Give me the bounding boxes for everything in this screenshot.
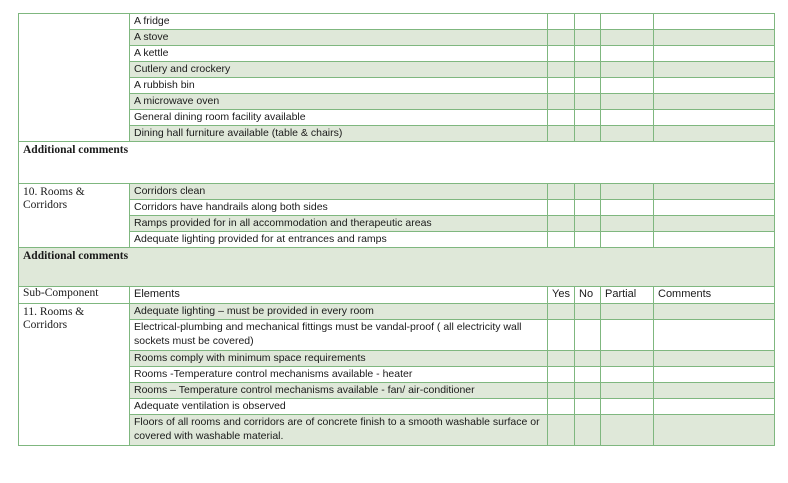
partial-cell[interactable]: [601, 216, 654, 232]
table-header-row: [19, 287, 775, 304]
comments-cell[interactable]: [654, 200, 775, 216]
partial-cell[interactable]: [601, 399, 654, 415]
header-yes: Yes: [548, 287, 575, 304]
table-row: [19, 110, 775, 126]
element-cell: Floors of all rooms and corridors are of concrete finish to a smooth washable surface or covered with washable material.: [130, 415, 548, 446]
no-cell[interactable]: [575, 320, 601, 351]
element-cell: Ramps provided for in all accommodation and therapeutic areas: [130, 216, 548, 232]
no-cell[interactable]: [575, 351, 601, 367]
table-row: [19, 126, 775, 142]
yes-cell[interactable]: [548, 46, 575, 62]
comments-cell[interactable]: [654, 30, 775, 46]
additional-comments-row[interactable]: [19, 248, 775, 287]
no-cell[interactable]: [575, 126, 601, 142]
partial-cell[interactable]: [601, 351, 654, 367]
no-cell[interactable]: [575, 367, 601, 383]
comments-cell[interactable]: [654, 184, 775, 200]
comments-cell[interactable]: [654, 216, 775, 232]
table-row: [19, 367, 775, 383]
element-cell: A kettle: [130, 46, 548, 62]
element-cell: Cutlery and crockery: [130, 62, 548, 78]
yes-cell[interactable]: [548, 184, 575, 200]
no-cell[interactable]: [575, 62, 601, 78]
table-row: [19, 320, 775, 351]
yes-cell[interactable]: [548, 367, 575, 383]
yes-cell[interactable]: [548, 78, 575, 94]
no-cell[interactable]: [575, 94, 601, 110]
element-cell: Adequate lighting provided for at entrances and ramps: [130, 232, 548, 248]
comments-cell[interactable]: [654, 304, 775, 320]
partial-cell[interactable]: [601, 367, 654, 383]
element-cell: A rubbish bin: [130, 78, 548, 94]
partial-cell[interactable]: [601, 184, 654, 200]
header-sub-component: Sub-Component: [19, 287, 130, 304]
partial-cell[interactable]: [601, 200, 654, 216]
comments-cell[interactable]: [654, 415, 775, 446]
header-no: No: [575, 287, 601, 304]
element-cell: Rooms comply with minimum space requirements: [130, 351, 548, 367]
partial-cell[interactable]: [601, 126, 654, 142]
comments-cell[interactable]: [654, 232, 775, 248]
yes-cell[interactable]: [548, 200, 575, 216]
comments-cell[interactable]: [654, 62, 775, 78]
element-cell: Electrical-plumbing and mechanical fittings must be vandal-proof ( all electricity wall sockets must be covered): [130, 320, 548, 351]
no-cell[interactable]: [575, 304, 601, 320]
partial-cell[interactable]: [601, 320, 654, 351]
comments-cell[interactable]: [654, 94, 775, 110]
partial-cell[interactable]: [601, 94, 654, 110]
sub-component-cell: [19, 14, 130, 142]
table-row: [19, 94, 775, 110]
partial-cell[interactable]: [601, 232, 654, 248]
comments-cell[interactable]: [654, 110, 775, 126]
comments-cell[interactable]: [654, 320, 775, 351]
yes-cell[interactable]: [548, 94, 575, 110]
comments-cell[interactable]: [654, 351, 775, 367]
table-row: [19, 383, 775, 399]
comments-cell[interactable]: [654, 126, 775, 142]
partial-cell[interactable]: [601, 304, 654, 320]
partial-cell[interactable]: [601, 383, 654, 399]
comments-cell[interactable]: [654, 46, 775, 62]
checklist-table: [18, 13, 775, 446]
table-row: [19, 399, 775, 415]
yes-cell[interactable]: [548, 62, 575, 78]
no-cell[interactable]: [575, 200, 601, 216]
table-row: [19, 46, 775, 62]
yes-cell[interactable]: [548, 216, 575, 232]
table-row: [19, 304, 775, 320]
additional-comments-label: Additional comments: [19, 142, 775, 184]
element-cell: Rooms -Temperature control mechanisms available - heater: [130, 367, 548, 383]
table-row: [19, 62, 775, 78]
partial-cell[interactable]: [601, 62, 654, 78]
no-cell[interactable]: [575, 383, 601, 399]
comments-cell[interactable]: [654, 383, 775, 399]
partial-cell[interactable]: [601, 415, 654, 446]
no-cell[interactable]: [575, 415, 601, 446]
element-cell: A microwave oven: [130, 94, 548, 110]
comments-cell[interactable]: [654, 399, 775, 415]
table-row: [19, 415, 775, 446]
comments-cell[interactable]: [654, 78, 775, 94]
sub-component-title: 11. Rooms & Corridors: [19, 304, 130, 446]
no-cell[interactable]: [575, 399, 601, 415]
table-row: [19, 14, 775, 30]
no-cell[interactable]: [575, 184, 601, 200]
table-row: [19, 184, 775, 200]
header-comments: Comments: [654, 287, 775, 304]
element-cell: Dining hall furniture available (table & chairs): [130, 126, 548, 142]
yes-cell[interactable]: [548, 415, 575, 446]
element-cell: A fridge: [130, 14, 548, 30]
table-row: [19, 78, 775, 94]
header-partial: Partial: [601, 287, 654, 304]
no-cell[interactable]: [575, 110, 601, 126]
yes-cell[interactable]: [548, 14, 575, 30]
element-cell: Corridors clean: [130, 184, 548, 200]
partial-cell[interactable]: [601, 14, 654, 30]
element-cell: General dining room facility available: [130, 110, 548, 126]
table-row: [19, 200, 775, 216]
yes-cell[interactable]: [548, 110, 575, 126]
yes-cell[interactable]: [548, 304, 575, 320]
yes-cell[interactable]: [548, 351, 575, 367]
sub-component-title: 10. Rooms & Corridors: [19, 184, 130, 248]
table-row: [19, 351, 775, 367]
no-cell[interactable]: [575, 46, 601, 62]
partial-cell[interactable]: [601, 46, 654, 62]
yes-cell[interactable]: [548, 30, 575, 46]
element-cell: Corridors have handrails along both sides: [130, 200, 548, 216]
table-row: [19, 216, 775, 232]
partial-cell[interactable]: [601, 30, 654, 46]
comments-cell[interactable]: [654, 367, 775, 383]
table-row: [19, 232, 775, 248]
yes-cell[interactable]: [548, 232, 575, 248]
no-cell[interactable]: [575, 78, 601, 94]
partial-cell[interactable]: [601, 110, 654, 126]
element-cell: Adequate ventilation is observed: [130, 399, 548, 415]
yes-cell[interactable]: [548, 320, 575, 351]
yes-cell[interactable]: [548, 399, 575, 415]
additional-comments-row[interactable]: [19, 142, 775, 184]
header-elements: Elements: [130, 287, 548, 304]
partial-cell[interactable]: [601, 78, 654, 94]
no-cell[interactable]: [575, 216, 601, 232]
element-cell: A stove: [130, 30, 548, 46]
yes-cell[interactable]: [548, 126, 575, 142]
no-cell[interactable]: [575, 14, 601, 30]
element-cell: Rooms – Temperature control mechanisms available - fan/ air-conditioner: [130, 383, 548, 399]
no-cell[interactable]: [575, 30, 601, 46]
element-cell: Adequate lighting – must be provided in every room: [130, 304, 548, 320]
no-cell[interactable]: [575, 232, 601, 248]
table-row: [19, 30, 775, 46]
additional-comments-label: Additional comments: [19, 248, 775, 287]
comments-cell[interactable]: [654, 14, 775, 30]
yes-cell[interactable]: [548, 383, 575, 399]
